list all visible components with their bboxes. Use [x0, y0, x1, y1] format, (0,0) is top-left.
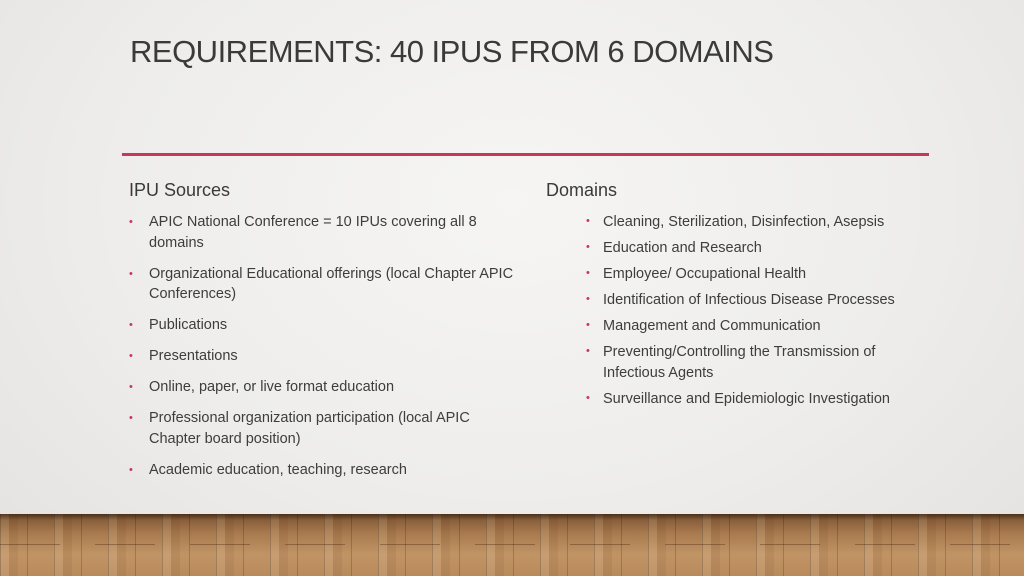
list-item-text: Cleaning, Sterilization, Disinfection, Asepsis [603, 214, 885, 230]
list-item [129, 346, 519, 367]
domains-column [546, 180, 936, 415]
bullet-icon: • [586, 319, 590, 331]
list-item [129, 377, 519, 398]
bullet-icon: • [129, 412, 133, 424]
slide-title: REQUIREMENTS: 40 IPUS FROM 6 DOMAINS [130, 34, 774, 69]
list-item [586, 290, 936, 311]
list-item [586, 238, 936, 259]
domains-heading: Domains [546, 180, 618, 200]
wood-floor-image [0, 514, 1024, 576]
list-item-text: Professional organization participation (local APIC Chapter board position) [149, 410, 470, 447]
bullet-icon: • [129, 216, 133, 228]
list-item [129, 315, 519, 336]
list-item-text: Education and Research [603, 240, 762, 256]
list-item-text: Management and Communication [603, 318, 821, 334]
list-item-text: Employee/ Occupational Health [603, 266, 807, 282]
bullet-icon: • [586, 267, 590, 279]
list-item-text: Academic education, teaching, research [149, 461, 407, 478]
bullet-icon: • [129, 267, 133, 280]
list-item-text: Organizational Educational offerings (local Chapter APIC Conferences) [149, 265, 514, 302]
list-item [586, 342, 936, 383]
list-item [129, 212, 519, 253]
bullet-icon: • [586, 241, 590, 253]
bullet-icon: • [129, 381, 133, 393]
list-item-text: Preventing/Controlling the Transmission of Infectious Agents [603, 344, 876, 381]
bullet-icon: • [586, 215, 590, 227]
list-item-text: Online, paper, or live format education [149, 379, 395, 395]
title-divider [122, 153, 929, 156]
list-item [586, 264, 936, 285]
bullet-icon: • [586, 345, 590, 357]
bullet-icon: • [129, 319, 133, 331]
domains-list [546, 212, 936, 409]
list-item [586, 389, 936, 410]
list-item [586, 212, 936, 233]
ipu-sources-list [129, 212, 519, 480]
ipu-sources-heading: IPU Sources [129, 180, 231, 200]
list-item-text: Publications [149, 317, 228, 333]
list-item [586, 316, 936, 337]
list-item-text: Presentations [149, 348, 238, 364]
list-item [129, 460, 519, 481]
list-item [129, 408, 519, 449]
ipu-sources-column [129, 180, 519, 491]
bullet-icon: • [129, 350, 133, 362]
list-item-text: Identification of Infectious Disease Processes [603, 292, 895, 308]
list-item-text: APIC National Conference = 10 IPUs covering all 8 domains [149, 214, 477, 251]
bullet-icon: • [586, 293, 590, 305]
list-item-text: Surveillance and Epidemiologic Investigation [603, 390, 890, 407]
list-item [129, 264, 519, 305]
bullet-icon: • [586, 391, 590, 404]
bullet-icon: • [129, 463, 133, 476]
